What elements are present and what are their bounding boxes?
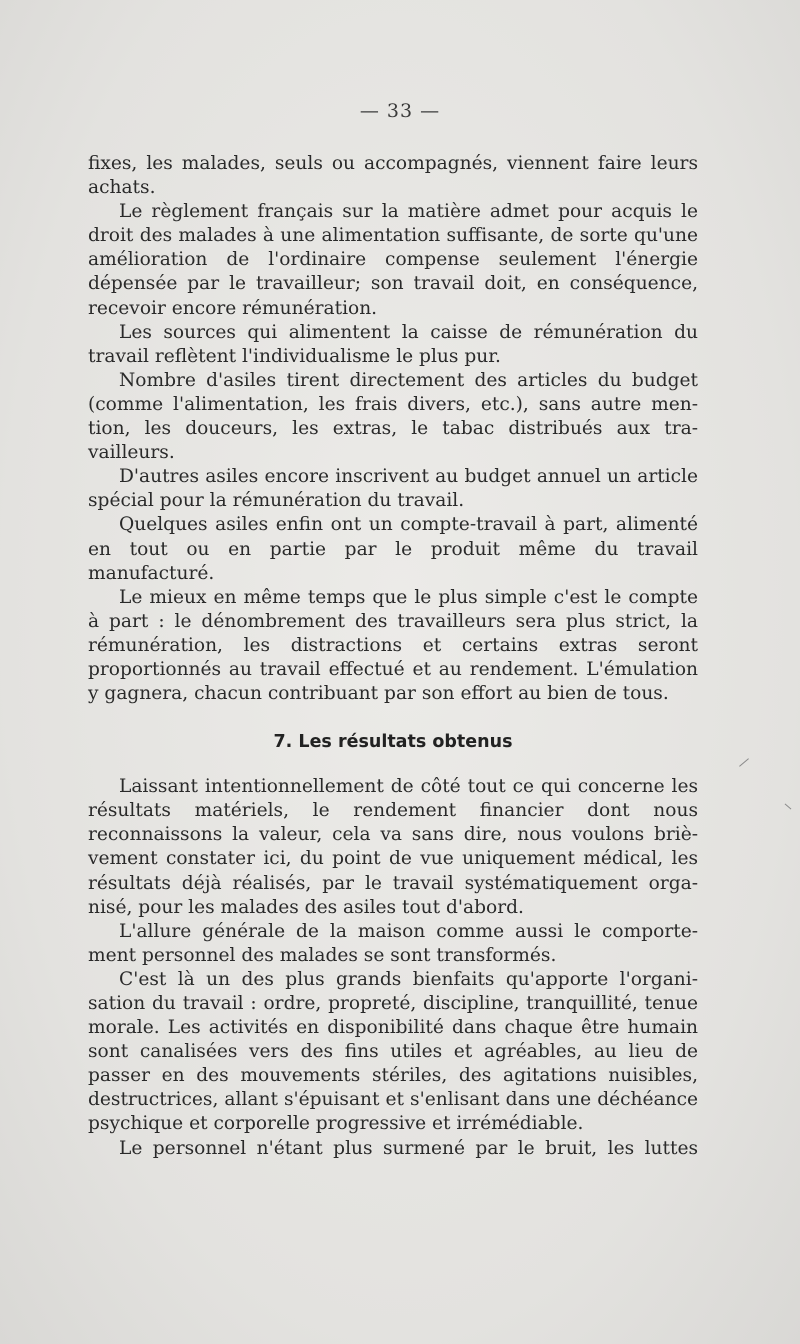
- paragraph: Le règlement français sur la matière admet pour acquis le droit des malades à une alimentation suffisante, de sorte qu'une amélioration de l'ordinaire compense seulement l'énergie dépensée par le travailleur; son travail doit, en conséquence, recevoir encore rémunération.: [88, 201, 698, 319]
- paragraph: fixes, les malades, seuls ou accompagnés, viennent faire leurs achats.: [88, 153, 698, 199]
- paragraph: Quelques asiles enfin ont un compte-travail à part, alimenté en tout ou en partie par le produit même du travail manufacturé.: [88, 514, 698, 584]
- paragraph: D'autres asiles encore inscrivent au budget annuel un article spécial pour la rémunération du travail.: [88, 466, 698, 512]
- page-number: — 33 —: [359, 100, 441, 122]
- scan-mark: [785, 804, 792, 810]
- paragraph: Le mieux en même temps que le plus simple c'est le compte à part : le dénombrement des travailleurs sera plus strict, la rémunération, les distractions et certains extras seront proportionnés au travail effectué et au rendement. L'émulation y gagnera, chacun contribuant par son effort au bien de tous.: [88, 586, 698, 705]
- paragraph: Le personnel n'étant plus surmené par le bruit, les luttes: [119, 1137, 698, 1159]
- paragraph: Les sources qui alimentent la caisse de rémunération du travail reflètent l'individualisme le plus pur.: [88, 321, 698, 367]
- paragraph: Laissant intentionnellement de côté tout ce qui concerne les résultats matériels, le rendement financier dont nous reconnaissons la valeur, cela va sans dire, nous voulons brièvement constater ici, du point de vue uniquement médical, les résultats déjà réalisés, par le travail systématiquement organisé, pour les malades des asiles tout d'abord.: [88, 776, 698, 918]
- paragraph: Nombre d'asiles tirent directement des articles du budget (comme l'alimentation, les frais divers, etc.), sans autre mention, les douceurs, les extras, le tabac distribués aux travailleurs.: [88, 369, 698, 464]
- section-heading: 7. Les résultats obtenus: [273, 732, 513, 753]
- body-text: [88, 152, 698, 1161]
- paragraph: C'est là un des plus grands bienfaits qu'apporte l'organisation du travail : ordre, propreté, discipline, tranquillité, tenue morale. Les activités en disponibilité dans chaque être humain sont canalisées vers des fins utiles et agréables, au lieu de passer en des mouvements stériles, des agitations nuisibles, destructrices, allant s'épuisant et s'enlisant dans une déchéance psychique et corporelle progressive et irrémédiable.: [88, 968, 698, 1135]
- paragraph: L'allure générale de la maison comme aussi le comportement personnel des malades se sont transformés.: [88, 920, 698, 966]
- scan-mark: [739, 758, 749, 766]
